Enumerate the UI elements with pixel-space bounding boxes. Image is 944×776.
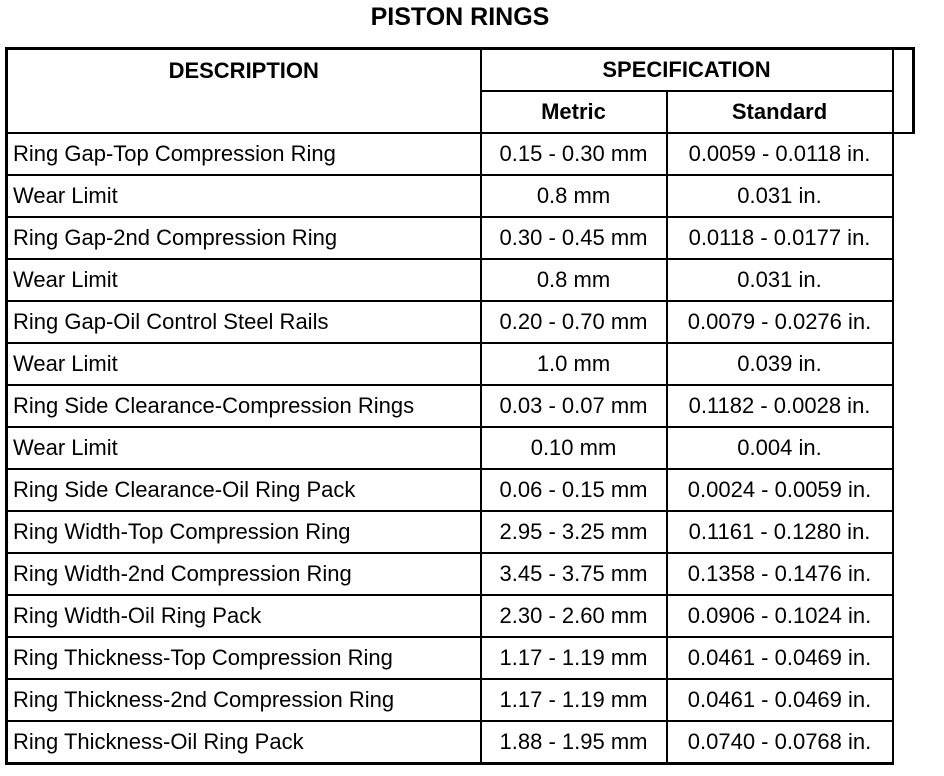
row-metric-value: 1.0 mm	[481, 343, 667, 385]
row-description: Wear Limit	[7, 427, 481, 469]
row-metric-value: 0.30 - 0.45 mm	[481, 217, 667, 259]
row-standard-value: 0.0461 - 0.0469 in.	[667, 637, 893, 679]
page-title: PISTON RINGS	[370, 3, 550, 31]
row-standard-value: 0.1358 - 0.1476 in.	[667, 553, 893, 595]
row-description: Ring Width-Oil Ring Pack	[7, 595, 481, 637]
table-row	[7, 637, 914, 679]
row-standard-value: 0.0059 - 0.0118 in.	[667, 133, 893, 175]
row-metric-value: 0.15 - 0.30 mm	[481, 133, 667, 175]
row-standard-value: 0.1182 - 0.0028 in.	[667, 385, 893, 427]
row-metric-value: 2.95 - 3.25 mm	[481, 511, 667, 553]
row-description: Ring Width-2nd Compression Ring	[7, 553, 481, 595]
row-standard-value: 0.0118 - 0.0177 in.	[667, 217, 893, 259]
row-description: Ring Gap-2nd Compression Ring	[7, 217, 481, 259]
row-metric-value: 0.06 - 0.15 mm	[481, 469, 667, 511]
row-metric-value: 0.8 mm	[481, 259, 667, 301]
table-row	[7, 217, 914, 259]
table-row	[7, 301, 914, 343]
row-standard-value: 0.1161 - 0.1280 in.	[667, 511, 893, 553]
row-metric-value: 2.30 - 2.60 mm	[481, 595, 667, 637]
description-header: DESCRIPTION	[7, 49, 481, 134]
row-standard-value: 0.031 in.	[667, 259, 893, 301]
table-row	[7, 385, 914, 427]
table-row	[7, 679, 914, 721]
row-standard-value: 0.0079 - 0.0276 in.	[667, 301, 893, 343]
row-standard-value: 0.0024 - 0.0059 in.	[667, 469, 893, 511]
table-body	[7, 133, 914, 764]
row-description: Wear Limit	[7, 259, 481, 301]
row-standard-value: 0.0906 - 0.1024 in.	[667, 595, 893, 637]
row-metric-value: 0.10 mm	[481, 427, 667, 469]
row-metric-value: 1.17 - 1.19 mm	[481, 637, 667, 679]
row-description: Wear Limit	[7, 175, 481, 217]
row-metric-value: 0.8 mm	[481, 175, 667, 217]
piston-rings-table	[5, 47, 915, 765]
right-margin-column	[893, 49, 914, 134]
specification-header: SPECIFICATION	[481, 49, 893, 92]
row-metric-value: 3.45 - 3.75 mm	[481, 553, 667, 595]
row-description: Ring Thickness-Oil Ring Pack	[7, 721, 481, 764]
table-row	[7, 175, 914, 217]
row-standard-value: 0.0740 - 0.0768 in.	[667, 721, 893, 764]
metric-header: Metric	[481, 91, 667, 133]
table-row	[7, 469, 914, 511]
table-row	[7, 133, 914, 175]
table-row	[7, 259, 914, 301]
standard-header: Standard	[667, 91, 893, 133]
table-row	[7, 721, 914, 764]
row-metric-value: 1.88 - 1.95 mm	[481, 721, 667, 764]
row-description: Ring Width-Top Compression Ring	[7, 511, 481, 553]
row-metric-value: 1.17 - 1.19 mm	[481, 679, 667, 721]
row-description: Ring Side Clearance-Oil Ring Pack	[7, 469, 481, 511]
row-description: Ring Gap-Oil Control Steel Rails	[7, 301, 481, 343]
row-standard-value: 0.039 in.	[667, 343, 893, 385]
row-standard-value: 0.004 in.	[667, 427, 893, 469]
row-description: Wear Limit	[7, 343, 481, 385]
row-standard-value: 0.0461 - 0.0469 in.	[667, 679, 893, 721]
row-metric-value: 0.03 - 0.07 mm	[481, 385, 667, 427]
row-standard-value: 0.031 in.	[667, 175, 893, 217]
row-description: Ring Gap-Top Compression Ring	[7, 133, 481, 175]
row-description: Ring Thickness-2nd Compression Ring	[7, 679, 481, 721]
table-row	[7, 427, 914, 469]
row-description: Ring Thickness-Top Compression Ring	[7, 637, 481, 679]
table-row	[7, 511, 914, 553]
row-metric-value: 0.20 - 0.70 mm	[481, 301, 667, 343]
row-description: Ring Side Clearance-Compression Rings	[7, 385, 481, 427]
table-row	[7, 553, 914, 595]
table-row	[7, 595, 914, 637]
table-row	[7, 343, 914, 385]
